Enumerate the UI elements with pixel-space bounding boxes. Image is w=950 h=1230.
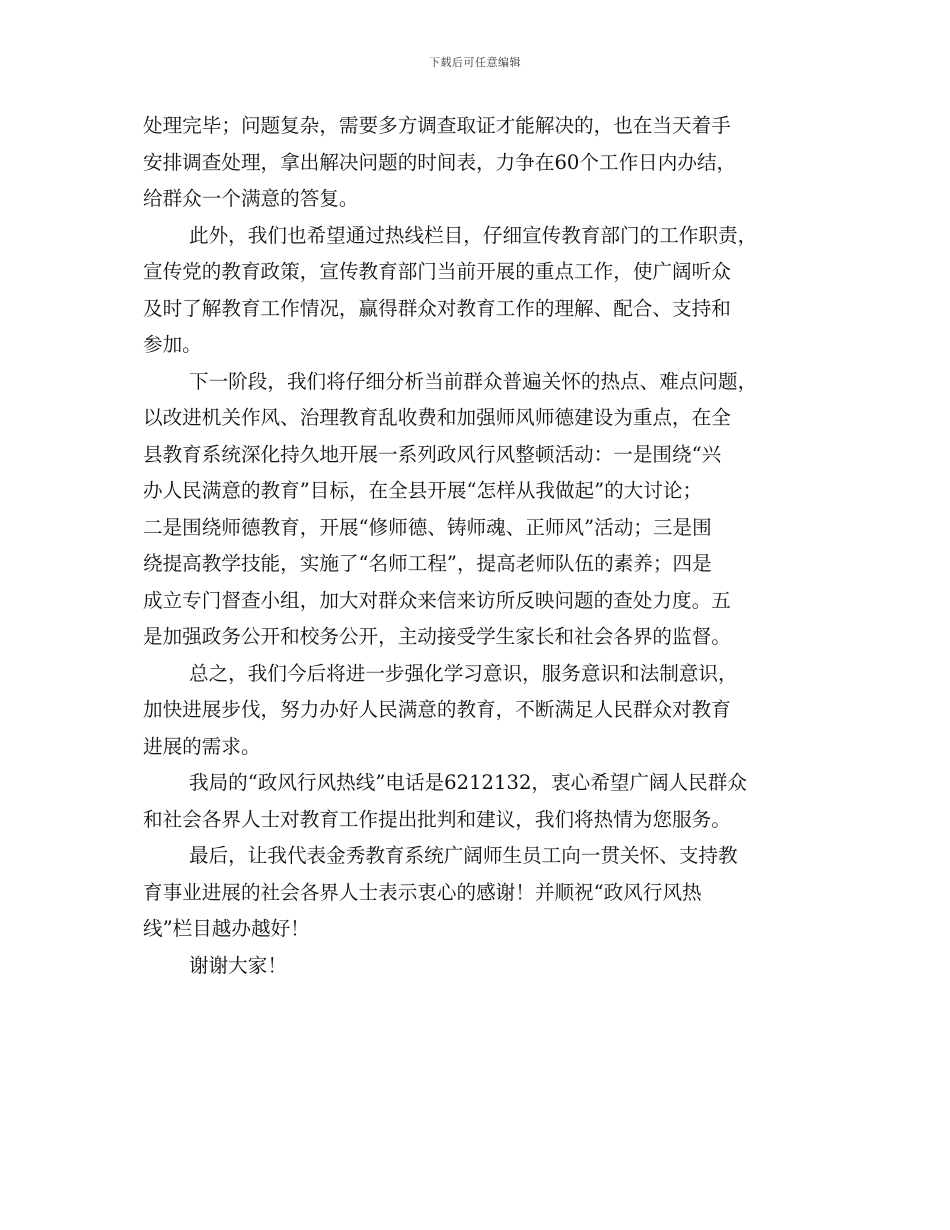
body-line: 二是围绕师德教育，开展“修师德、铸师魂、正师风”活动；三是围 xyxy=(143,515,712,539)
body-line: 谢谢大家！ xyxy=(189,953,287,977)
body-line: 我局的“政风行风热线”电话是6212132，衷心希望广阔人民群众 xyxy=(189,771,747,794)
body-line: 以改进机关作风、治理教育乱收费和加强师风师德建设为重点，在全 xyxy=(143,406,731,429)
body-line: 绕提高教学技能，实施了“名师工程”，提高老师队伍的素养；四是 xyxy=(143,552,712,575)
body-line: 处理完毕；问题复杂，需要多方调查取证才能解决的，也在当天着手 xyxy=(143,114,731,137)
body-line: 给群众一个满意的答复。 xyxy=(143,187,359,210)
body-line: 加快进展步伐，努力办好人民满意的教育，不断满足人民群众对教育 xyxy=(143,698,731,721)
body-line: 安排调查处理，拿出解决问题的时间表，力争在60个工作日内办结， xyxy=(143,150,737,174)
body-line: 线”栏目越办越好！ xyxy=(143,917,310,940)
body-line: 此外，我们也希望通过热线栏目，仔细宣传教育部门的工作职责， xyxy=(189,223,758,247)
body-line: 成立专门督查小组，加大对群众来信来访所反映问题的查处力度。五 xyxy=(143,588,731,612)
body-line: 办人民满意的教育”目标，在全县开展“怎样从我做起”的大讨论； xyxy=(143,479,703,502)
body-line: 宣传党的教育政策，宣传教育部门当前开展的重点工作，使广阔听众 xyxy=(143,260,731,283)
body-line: 最后，让我代表金秀教育系统广阔师生员工向一贯关怀、支持教 xyxy=(189,844,738,867)
body-line: 下一阶段，我们将仔细分析当前群众普遍关怀的热点、难点问题， xyxy=(189,369,758,393)
body-line: 参加。 xyxy=(143,333,202,356)
document-body xyxy=(143,108,813,984)
body-line: 育事业进展的社会各界人士表示衷心的感谢！并顺祝“政风行风热 xyxy=(143,880,702,904)
body-line: 是加强政务公开和校务公开，主动接受学生家长和社会各界的监督。 xyxy=(143,625,731,648)
body-line: 总之，我们今后将进一步强化学习意识，服务意识和法制意识， xyxy=(189,661,738,685)
body-line: 和社会各界人士对教育工作提出批判和建议，我们将热情为您服务。 xyxy=(143,807,731,831)
body-line: 县教育系统深化持久地开展一系列政风行风整顿活动：一是围绕“兴 xyxy=(143,442,722,466)
body-line: 及时了解教育工作情况，赢得群众对教育工作的理解、配合、支持和 xyxy=(143,296,731,320)
body-line: 进展的需求。 xyxy=(143,734,261,758)
page-header-note: 下载后可任意编辑 xyxy=(429,56,521,69)
